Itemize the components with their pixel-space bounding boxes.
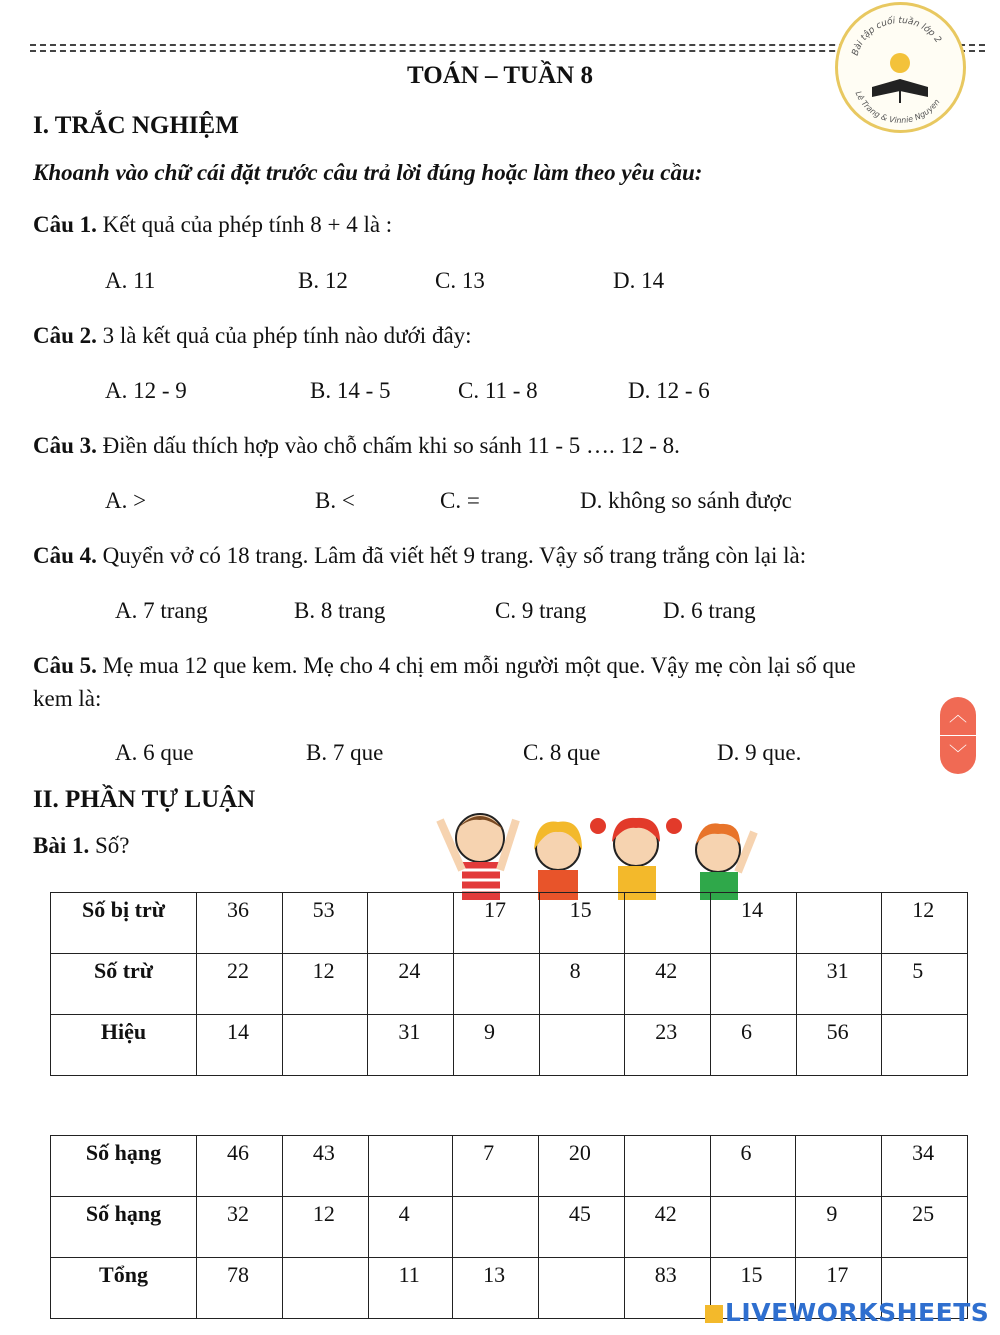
table-row bbox=[51, 1015, 968, 1076]
q4-option-c[interactable]: C. 9 trang bbox=[495, 598, 587, 623]
q1-option-a[interactable]: A. 11 bbox=[105, 268, 156, 293]
table-cell[interactable]: 6 bbox=[710, 1015, 796, 1076]
table-cell[interactable] bbox=[368, 1136, 452, 1197]
addition-table bbox=[50, 1135, 968, 1319]
row-header-addend-2: Số hạng bbox=[51, 1197, 197, 1258]
q3-option-a[interactable]: A. > bbox=[105, 488, 147, 513]
table-cell[interactable]: 15 bbox=[539, 893, 625, 954]
question-1: Câu 1. Kết quả của phép tính 8 + 4 là : bbox=[33, 212, 393, 237]
q3-option-b[interactable]: B. < bbox=[315, 488, 355, 513]
table-cell[interactable] bbox=[796, 893, 882, 954]
table-cell[interactable]: 31 bbox=[368, 1015, 454, 1076]
table-cell[interactable] bbox=[710, 954, 796, 1015]
q5-option-c[interactable]: C. 8 que bbox=[523, 740, 601, 765]
table-cell[interactable]: 42 bbox=[624, 1197, 710, 1258]
table-cell[interactable]: 4 bbox=[368, 1197, 452, 1258]
table-cell[interactable]: 14 bbox=[710, 893, 796, 954]
question-3: Câu 3. Điền dấu thích hợp vào chỗ chấm khi so sánh 11 - 5 …. 12 - 8. bbox=[33, 433, 680, 458]
q3-option-c[interactable]: C. = bbox=[440, 488, 480, 513]
row-header-sum: Tổng bbox=[51, 1258, 197, 1319]
table-cell[interactable]: 20 bbox=[538, 1136, 624, 1197]
table-row bbox=[51, 1136, 968, 1197]
subtraction-table bbox=[50, 892, 968, 1076]
table-cell[interactable] bbox=[539, 1015, 625, 1076]
table-cell[interactable] bbox=[538, 1258, 624, 1319]
q2-option-d[interactable]: D. 12 - 6 bbox=[628, 378, 710, 403]
table-cell[interactable]: 14 bbox=[197, 1015, 283, 1076]
table-cell[interactable] bbox=[282, 1015, 368, 1076]
q4-option-a[interactable]: A. 7 trang bbox=[115, 598, 208, 623]
q2-option-b[interactable]: B. 14 - 5 bbox=[310, 378, 391, 403]
table-row bbox=[51, 954, 968, 1015]
table-cell[interactable]: 56 bbox=[796, 1015, 882, 1076]
table-cell[interactable]: 25 bbox=[882, 1197, 968, 1258]
exercise-1-label: Bài 1. Số? bbox=[33, 833, 130, 858]
q1-option-c[interactable]: C. 13 bbox=[435, 268, 485, 293]
q1-option-b[interactable]: B. 12 bbox=[298, 268, 348, 293]
table-cell[interactable]: 83 bbox=[624, 1258, 710, 1319]
q3-option-d[interactable]: D. không so sánh được bbox=[580, 488, 792, 513]
table-cell[interactable] bbox=[625, 893, 711, 954]
table-cell[interactable]: 9 bbox=[796, 1197, 882, 1258]
table-cell[interactable]: 23 bbox=[625, 1015, 711, 1076]
row-header-addend-1: Số hạng bbox=[51, 1136, 197, 1197]
table-cell[interactable]: 12 bbox=[282, 954, 368, 1015]
table-cell[interactable]: 45 bbox=[538, 1197, 624, 1258]
table-cell[interactable]: 5 bbox=[882, 954, 968, 1015]
q5-option-b[interactable]: B. 7 que bbox=[306, 740, 384, 765]
table-cell[interactable] bbox=[453, 1197, 539, 1258]
table-row bbox=[51, 1197, 968, 1258]
q4-option-d[interactable]: D. 6 trang bbox=[663, 598, 756, 623]
table-cell[interactable]: 17 bbox=[796, 1258, 882, 1319]
children-illustration bbox=[418, 800, 768, 900]
liveworksheets-logo[interactable] bbox=[705, 1298, 989, 1327]
table-cell[interactable] bbox=[368, 893, 454, 954]
row-header-subtrahend: Số trừ bbox=[51, 954, 197, 1015]
table-cell[interactable]: 36 bbox=[197, 893, 283, 954]
table-cell[interactable]: 6 bbox=[710, 1136, 796, 1197]
table-cell[interactable]: 12 bbox=[882, 893, 968, 954]
q2-option-c[interactable]: C. 11 - 8 bbox=[458, 378, 538, 403]
question-2: Câu 2. 3 là kết quả của phép tính nào dưới đây: bbox=[33, 323, 472, 348]
boy-red-shirt-figure bbox=[440, 814, 516, 900]
q1-option-d[interactable]: D. 14 bbox=[613, 268, 665, 293]
table-cell[interactable] bbox=[453, 954, 539, 1015]
question-4: Câu 4. Quyển vở có 18 trang. Lâm đã viết hết 9 trang. Vậy số trang trắng còn lại là: bbox=[33, 543, 807, 568]
table-cell[interactable] bbox=[710, 1197, 796, 1258]
scroll-down-button[interactable]: ﹀ bbox=[940, 736, 976, 774]
q2-option-a[interactable]: A. 12 - 9 bbox=[105, 378, 187, 403]
table-cell[interactable] bbox=[882, 1015, 968, 1076]
table-cell[interactable] bbox=[796, 1136, 882, 1197]
table-cell[interactable]: 9 bbox=[453, 1015, 539, 1076]
boy-green-shirt-figure bbox=[696, 823, 754, 900]
table-cell[interactable]: 17 bbox=[453, 893, 539, 954]
svg-text:Lê Trang & Vinnie Nguyen: Lê Trang & Vinnie Nguyen bbox=[853, 89, 942, 126]
table-cell[interactable]: 32 bbox=[197, 1197, 283, 1258]
table-cell[interactable] bbox=[624, 1136, 710, 1197]
table-cell[interactable]: 42 bbox=[625, 954, 711, 1015]
table-cell[interactable]: 53 bbox=[282, 893, 368, 954]
q4-option-b[interactable]: B. 8 trang bbox=[294, 598, 386, 623]
table-cell[interactable]: 8 bbox=[539, 954, 625, 1015]
table-cell[interactable]: 78 bbox=[197, 1258, 283, 1319]
table-cell[interactable]: 22 bbox=[197, 954, 283, 1015]
table-row bbox=[51, 893, 968, 954]
q5-option-d[interactable]: D. 9 que. bbox=[717, 740, 802, 765]
question-5: Câu 5. Mẹ mua 12 que kem. Mẹ cho 4 chị em mỗi người một que. Vậy mẹ còn lại số que bbox=[33, 653, 856, 678]
table-cell[interactable]: 24 bbox=[368, 954, 454, 1015]
scroll-up-button[interactable]: ︿ bbox=[940, 697, 976, 735]
question-5-continued: kem là: bbox=[33, 686, 102, 711]
table-cell[interactable]: 11 bbox=[368, 1258, 452, 1319]
table-cell[interactable]: 15 bbox=[710, 1258, 796, 1319]
brand-text: LIVEWORKSHEETS bbox=[725, 1298, 990, 1327]
table-cell[interactable]: 46 bbox=[197, 1136, 283, 1197]
row-header-difference: Hiệu bbox=[51, 1015, 197, 1076]
svg-text:Bài tập cuối tuần lớp 2: Bài tập cuối tuần lớp 2 bbox=[850, 15, 943, 58]
table-cell[interactable]: 31 bbox=[796, 954, 882, 1015]
table-cell[interactable]: 34 bbox=[882, 1136, 968, 1197]
page-title: TOÁN – TUẦN 8 bbox=[407, 62, 593, 89]
table-cell[interactable]: 43 bbox=[282, 1136, 368, 1197]
row-header-minuend: Số bị trừ bbox=[51, 893, 197, 954]
girl-yellow-hair-figure bbox=[534, 822, 582, 900]
q5-option-a[interactable]: A. 6 que bbox=[115, 740, 194, 765]
girl-red-hair-figure bbox=[590, 818, 682, 900]
instruction: Khoanh vào chữ cái đặt trước câu trả lời đúng hoặc làm theo yêu cầu: bbox=[33, 160, 703, 185]
table-cell[interactable]: 12 bbox=[282, 1197, 368, 1258]
table-cell[interactable]: 7 bbox=[453, 1136, 539, 1197]
table-cell[interactable] bbox=[282, 1258, 368, 1319]
section-heading-multiple-choice: I. TRẮC NGHIỆM bbox=[33, 112, 239, 139]
section-heading-essay: II. PHẦN TỰ LUẬN bbox=[33, 786, 256, 813]
table-cell[interactable]: 13 bbox=[453, 1258, 539, 1319]
brand-icon bbox=[705, 1305, 723, 1323]
